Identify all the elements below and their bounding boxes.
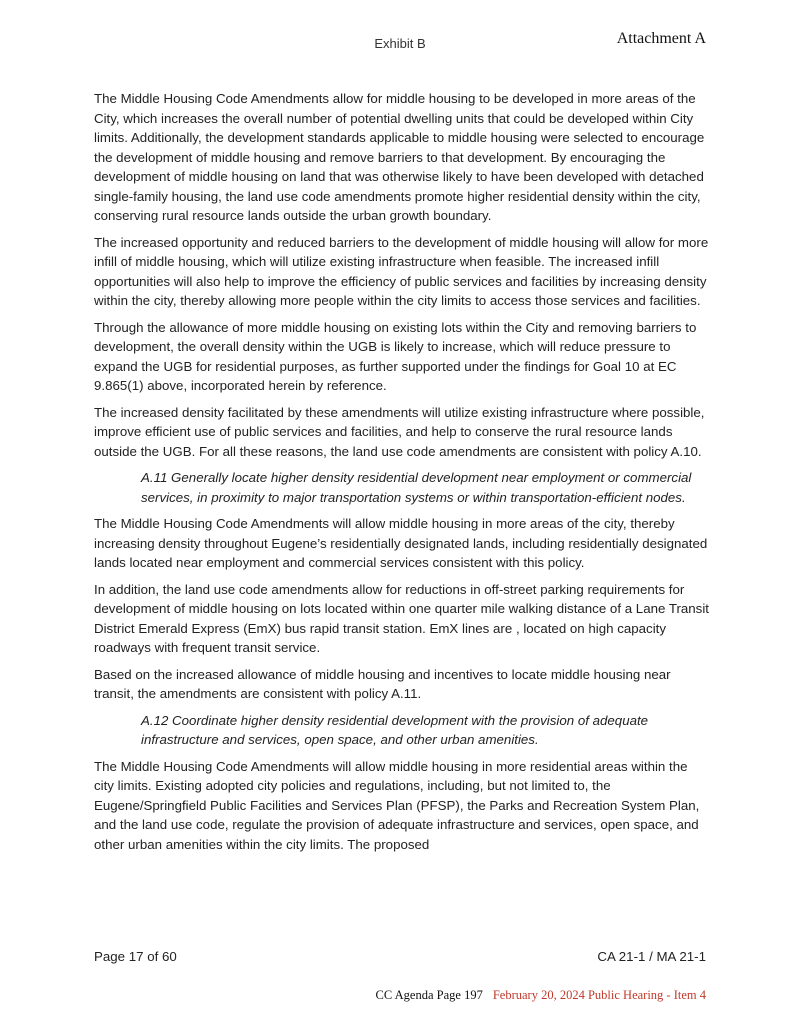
policy-quote: A.11 Generally locate higher density residential development near employment or commercial services, in proximity to major transportation systems or within transportation-efficient nodes. [141, 470, 692, 505]
agenda-footer [376, 988, 706, 1003]
hearing-info: February 20, 2024 Public Hearing - Item 4 [492, 988, 706, 1002]
case-number: CA 21-1 / MA 21-1 [597, 949, 706, 964]
paragraph: In addition, the land use code amendments allow for reductions in off-street parking requirements for development of middle housing on lots located within one quarter mile walking distance of a Lane Transit District Emerald Express (EmX) bus rapid transit station. EmX lines are , located on high capacity roadways with frequent transit service. [94, 581, 709, 655]
paragraph: Through the allowance of more middle housing on existing lots within the City and removing barriers to development, the overall density within the UGB is likely to increase, which will reduce pressure to expand the UGB for residential purposes, as further supported under the findings for Goal 10 at EC 9.865(1) above, incorporated herein by reference. [94, 319, 697, 393]
policy-quote: A.12 Coordinate higher density residential development with the provision of adequate infrastructure and services, open space, and other urban amenities. [141, 712, 649, 747]
page-number: Page 17 of 60 [94, 949, 177, 964]
paragraph: The Middle Housing Code Amendments will allow middle housing in more residential areas within the city limits. Existing adopted city policies and regulations, including, but not limited to, the Eugene/Springfield Public Facilities and Services Plan (PFSP), the Parks and Recreation System Plan, and the land use code, regulate the provision of adequate infrastructure and services, open space, and other urban amenities within the city limits. The proposed [94, 758, 700, 852]
paragraph: The increased density facilitated by these amendments will utilize existing infrastructure where possible, improve efficient use of public services and facilities, and help to conserve the rural resource lands outside the UGB. For all these reasons, the land use code amendments are consistent with policy A.10. [94, 404, 705, 459]
attachment-label: Attachment A [616, 30, 706, 47]
agenda-page: CC Agenda Page 197 [375, 988, 483, 1002]
paragraph: The Middle Housing Code Amendments allow for middle housing to be developed in more areas of the City, which increases the overall number of potential dwelling units that could be developed within City limits. Additionally, the development standards applicable to middle housing were selected to encourage the development of middle housing and remove barriers to that development. By encouraging the development of middle housing on land that was otherwise likely to have been developed with detached single-family housing, the land use code amendments promote higher residential density within the city, conserving rural resource lands outside the urban growth boundary. [94, 91, 705, 223]
document-body [94, 89, 710, 861]
paragraph: The increased opportunity and reduced barriers to the development of middle housing will allow for more infill of middle housing, which will utilize existing infrastructure when feasible. The increased infill opportunities will also help to improve the efficiency of public services and facilities by increasing density within the city, thereby allowing more people within the city limits to access those services and facilities. [94, 234, 709, 308]
paragraph: The Middle Housing Code Amendments will allow middle housing in more areas of the city, thereby increasing density throughout Eugene’s residentially designated lands, including residentially designated lands located near employment and commercial services consistent with this policy. [94, 516, 708, 570]
paragraph: Based on the increased allowance of middle housing and incentives to locate middle housing near transit, the amendments are consistent with policy A.11. [94, 666, 671, 701]
exhibit-label: Exhibit B [374, 36, 426, 51]
